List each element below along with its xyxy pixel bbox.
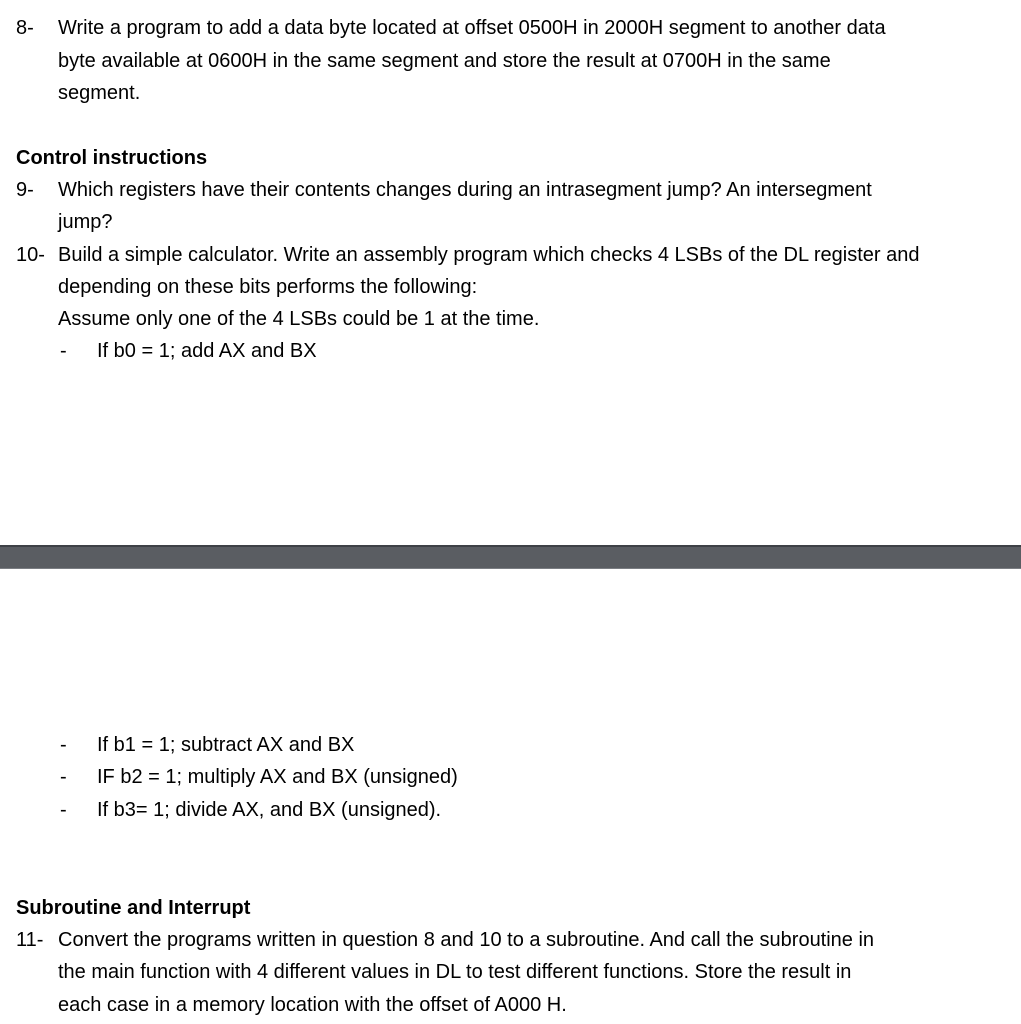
bullet-marker-b0: - [60,340,67,362]
bullet-b1: If b1 = 1; subtract AX and BX [97,734,355,756]
question-10-number: 10- [16,244,45,266]
question-9-number: 9- [16,179,34,201]
bullet-b3: If b3= 1; divide AX, and BX (unsigned). [97,799,442,821]
question-9-line-1: Which registers have their contents changes during an intrasegment jump? An intersegment [58,179,872,201]
question-8-number: 8- [16,17,34,39]
question-11-line-3: each case in a memory location with the offset of A000 H. [58,994,567,1016]
question-8-line-2: byte available at 0600H in the same segment and store the result at 0700H in the same [58,50,831,72]
bullet-b2: IF b2 = 1; multiply AX and BX (unsigned) [97,766,458,788]
question-11-line-2: the main function with 4 different values in DL to test different functions. Store the result in [58,961,852,983]
control-instructions-heading: Control instructions [16,147,208,169]
subroutine-interrupt-heading: Subroutine and Interrupt [16,897,251,919]
question-11-number: 11- [16,929,44,951]
bullet-b0: If b0 = 1; add AX and BX [97,340,317,362]
question-8-line-3: segment. [58,82,141,104]
question-9-line-2: jump? [58,211,113,233]
document-page-bottom [0,569,1021,1024]
question-10-line-3: Assume only one of the 4 LSBs could be 1 at the time. [58,308,540,330]
question-11-line-1: Convert the programs written in question 8 and 10 to a subroutine. And call the subroutine in [58,929,875,951]
question-8-line-1: Write a program to add a data byte located at offset 0500H in 2000H segment to another data [58,17,886,39]
question-10-line-2: depending on these bits performs the following: [58,276,478,298]
page-divider [0,545,1021,569]
bullet-marker-b2: - [60,766,67,788]
bullet-marker-b1: - [60,734,67,756]
bullet-marker-b3: - [60,799,67,821]
question-10-line-1: Build a simple calculator. Write an assembly program which checks 4 LSBs of the DL register and [58,244,920,266]
